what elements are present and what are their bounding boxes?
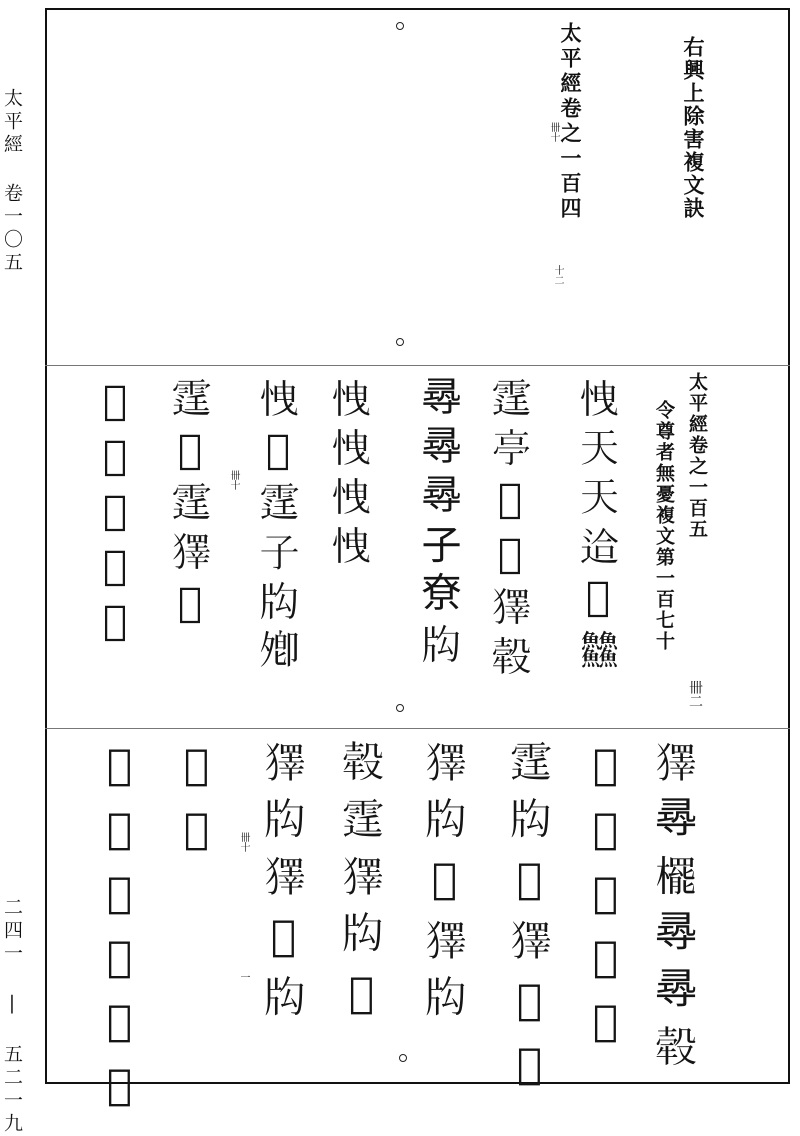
panel2-seal-column-5: 𢘽𤔫𨗒子𤖮𡖖 (255, 378, 301, 678)
margin-page-number: 二四一 | 五二一九 (1, 897, 23, 1136)
binding-hole-1 (396, 22, 404, 30)
panel2-page-mark: 卌二 (687, 680, 703, 708)
panel2-subheading: 令尊者無憂複文第一百七十 (653, 400, 675, 652)
panel3-seal-column-7: 𨓆𤢟 (172, 740, 221, 868)
panel1-col-right: 右興上除害複文訣 (681, 36, 706, 220)
panel2-seal-column-4: 𢘽𢘽𢘽𢘽 (327, 378, 373, 574)
panel3-seal-column-6: 𤢟𤖮𤢟𦹶𤖮 (259, 740, 308, 1032)
panel2-seal-column-1: 𢘽天天䢔𢻢䲜 (575, 378, 621, 678)
panel2-seal-column-2: 𨗒亭𨓆𦹶𤢟𤚲 (487, 378, 533, 684)
panel3-seal-column-5: 𤚲𨗒𤢟𤖮𢻢 (337, 740, 386, 1032)
margin-title: 太平經 卷一〇五 (1, 88, 23, 275)
panel3-seal-column-8: 𦹶𤖮𤢟𤖮𦹶𤢟 (95, 740, 144, 1124)
panel2-seal-column-3: 𡬶𡬶𡬶子尞𤖮 (417, 378, 463, 672)
panel1-note-a: 卌十 (548, 122, 559, 142)
panel3-seal-column-4: 𤢟𤖮𦹶𤢟𤖮 (420, 740, 469, 1032)
panel3-note-a: 卌十 (238, 832, 249, 852)
panel3-seal-column-1: 𤢟𡬶𣞻𡬶𡬶𤚲 (650, 740, 699, 1082)
panel3-note-b: 一 (238, 972, 249, 982)
panel3-seal-column-3: 𨗒𤖮𦹶𤢟𦹶𦹶 (505, 740, 554, 1103)
panel2-seal-column-7: 𤔫𦹶𤖮𤢟𨓆 (92, 378, 138, 653)
binding-hole-3 (396, 704, 404, 712)
panel2-heading: 太平經卷之一百五 (686, 372, 708, 540)
panel3-seal-column-2: 𦹶𤢟𤖮𢻢𤖮 (581, 740, 630, 1060)
panel-divider-2 (45, 728, 790, 729)
panel2-note: 卌十 (228, 470, 239, 490)
panel-divider-1 (45, 365, 790, 366)
panel1-col-left: 太平經卷之一百四 (558, 22, 583, 222)
binding-hole-2 (396, 338, 404, 346)
binding-hole-4 (399, 1054, 407, 1062)
panel2-seal-column-6: 𨗒𢻢𨗒𤢟𦹶 (167, 378, 213, 635)
panel1-note-b: 十二 (552, 265, 563, 285)
